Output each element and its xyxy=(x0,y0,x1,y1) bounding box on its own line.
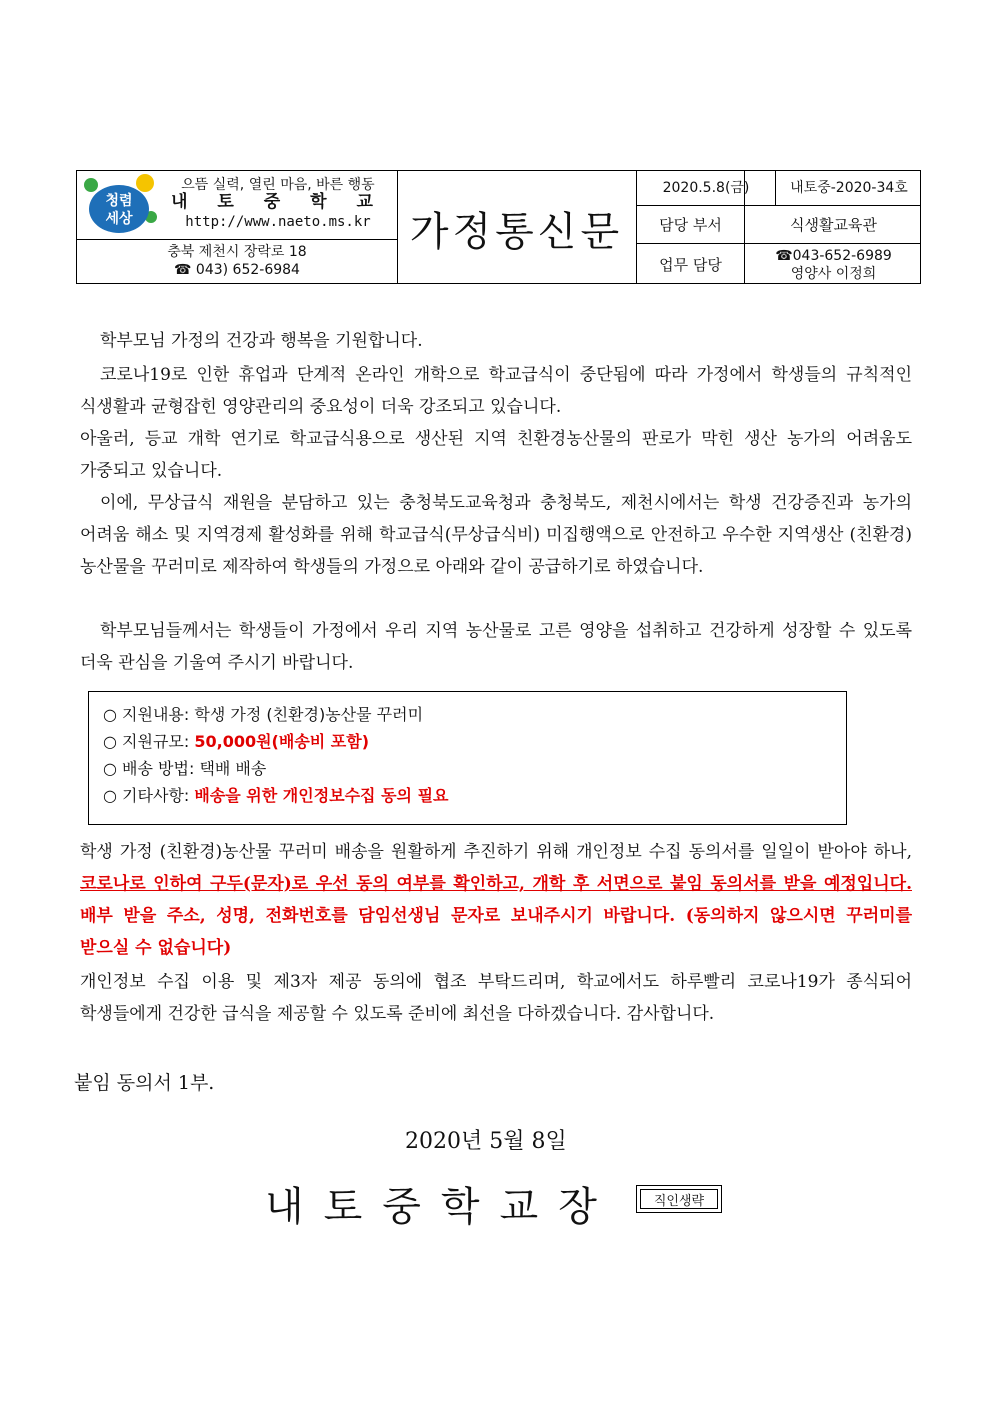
staff-label: 업무 담당 xyxy=(659,255,722,274)
support-summary-box xyxy=(88,691,847,825)
seal-label: 직인생략 xyxy=(653,1193,705,1209)
school-phone: ☎ 043) 652-6984 xyxy=(174,262,300,278)
consent-intro: 학생 가정 (친환경)농산물 꾸러미 배송을 원활하게 추진하기 위해 개인정보 수집 동의서를 일일이 받아야 하나, xyxy=(80,842,912,862)
svg-text:세상: 세상 xyxy=(105,211,133,227)
delivery-method-row xyxy=(103,756,266,782)
other-notes-label: ○ 기타사항: xyxy=(103,786,195,805)
document-number: 내토중-2020-34호 xyxy=(790,180,908,196)
principal-signature: 내토중학교장 xyxy=(265,1184,617,1230)
support-content-row xyxy=(103,702,423,728)
svg-text:청렴: 청렴 xyxy=(105,193,133,209)
request-paragraph: 학부모님들께서는 학생들이 가정에서 우리 지역 농산물로 고른 영양을 섭취하고 건강하게 성장할 수 있도록 더욱 관심을 기울여 주시기 바랍니다. xyxy=(80,621,912,673)
school-motto: 으뜸 실력, 열린 마음, 바른 행동 xyxy=(181,177,375,193)
closing-paragraph: 개인정보 수집 이용 및 제3자 제공 동의에 협조 부탁드리며, 학교에서도 하루빨리 코로나19가 종식되어 학생들에게 건강한 급식을 제공할 수 있도록 준비에 최선을 다하겠습니다. 감사합니다. xyxy=(80,972,912,1024)
attachment-note: 붙임 동의서 1부. xyxy=(74,1072,215,1094)
consent-instruction: 배부 받을 주소, 성명, 전화번호를 담임선생님 문자로 보내주시기 바랍니다. (동의하지 않으시면 꾸러미를 받으실 수 없습니다) xyxy=(80,906,912,958)
supply-paragraph: 이에, 무상급식 재원을 분담하고 있는 충청북도교육청과 충청북도, 제천시에서는 학생 건강증진과 농가의 어려움 해소 및 지역경제 활성화를 위해 학교급식(무상급식비) 미집행액으로 안전하고 우수한 지역생산 (친환경)농산물을 꾸러미로 제작하여 학생들의 가정으로 아래와 같이 공급하기로 하였습니다. xyxy=(80,493,912,577)
staff-name: 영양사 이정희 xyxy=(790,265,877,282)
page-title: 가정통신문 xyxy=(409,208,624,255)
staff-phone: ☎043-652-6989 xyxy=(775,247,892,264)
issue-date: 2020.5.8(금) xyxy=(662,180,750,196)
school-url[interactable]: http://www.naeto.ms.kr xyxy=(185,214,371,230)
support-amount-row xyxy=(103,729,369,755)
delivery-method-value: 택배 배송 xyxy=(199,759,267,778)
other-notes-row xyxy=(103,783,448,809)
consent-paragraph xyxy=(80,836,912,964)
school-logo xyxy=(81,173,161,237)
staff-contact xyxy=(745,244,922,285)
support-amount-label: ○ 지원규모: xyxy=(103,732,195,751)
department-value: 식생활교육관 xyxy=(790,215,877,234)
school-address: 충북 제천시 장락로 18 xyxy=(167,244,307,260)
letter-date: 2020년 5월 8일 xyxy=(405,1129,567,1154)
school-address-block xyxy=(77,243,397,279)
support-amount-value: 50,000원(배송비 포함) xyxy=(194,732,370,751)
school-name: 내 토 중 학 교 xyxy=(171,192,385,212)
delivery-method-label: ○ 배송 방법: xyxy=(103,759,200,778)
consent-emphasis: 코로나로 인하여 구두(문자)로 우선 동의 여부를 확인하고, 개학 후 서면으로 붙임 동의서를 받을 예정입니다. xyxy=(80,874,912,894)
seal-inner-border xyxy=(640,1189,718,1209)
other-notes-value: 배송을 위한 개인정보수집 동의 필요 xyxy=(194,786,449,805)
background-paragraph: 코로나19로 인한 휴업과 단계적 온라인 개학으로 학교급식이 중단됨에 따라 가정에서 학생들의 규칙적인 식생활과 균형잡힌 영양관리의 중요성이 더욱 강조되고 있습니다. xyxy=(80,365,912,417)
greeting-paragraph: 학부모님 가정의 건강과 행복을 기원합니다. xyxy=(100,331,423,351)
support-content-value: 학생 가정 (친환경)농산물 꾸러미 xyxy=(194,705,424,724)
seal-omitted-stamp xyxy=(636,1185,722,1213)
department-label: 담당 부서 xyxy=(659,215,722,234)
letter-header xyxy=(76,170,921,284)
farmers-paragraph: 아울러, 등교 개학 연기로 학교급식용으로 생산된 지역 친환경농산물의 판로가 막힌 생산 농가의 어려움도 가중되고 있습니다. xyxy=(80,429,912,481)
support-content-label: ○ 지원내용: xyxy=(103,705,195,724)
header-divider xyxy=(77,239,397,240)
